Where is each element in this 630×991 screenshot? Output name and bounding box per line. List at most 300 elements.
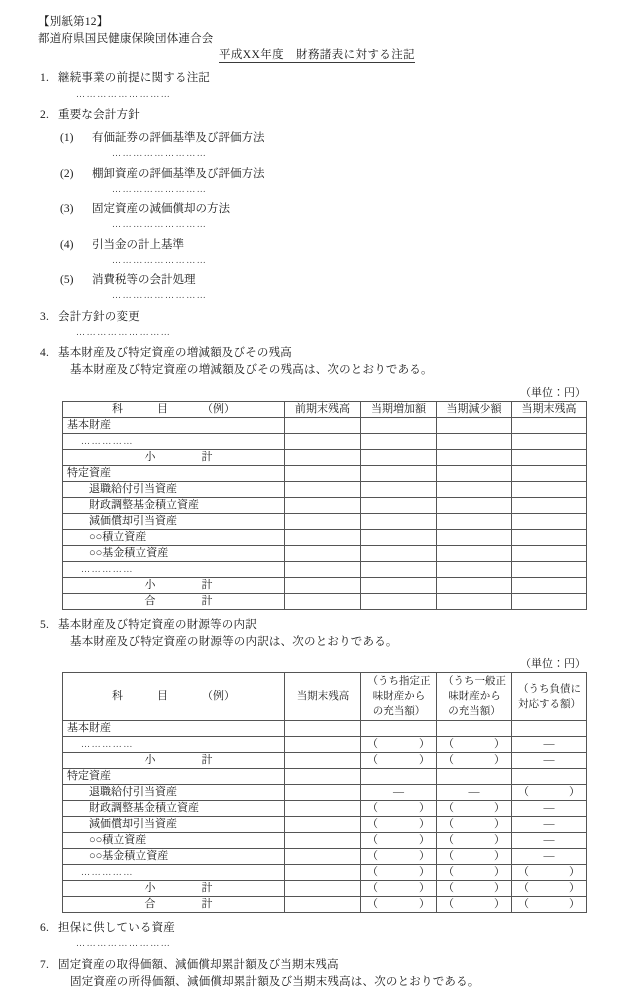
table-row [63, 433, 587, 449]
table2-col-liability [512, 673, 587, 721]
cell-value [285, 529, 361, 545]
cell-value [285, 721, 361, 737]
table1-col-current-end: 当期末残高 [512, 401, 587, 417]
leader-dots-6: ……………………… [76, 938, 172, 949]
paren-close: ） [569, 866, 580, 879]
row-dots: …………… [81, 867, 134, 878]
cell-value [285, 449, 361, 465]
kamoku-example: （例） [202, 402, 235, 415]
paren-close: ） [494, 754, 505, 767]
paren-close: ） [569, 786, 580, 799]
row-dots: …………… [81, 563, 134, 574]
row-label: 減価償却引当資産 [63, 817, 285, 833]
subitem-3-label: 固定資産の減価償却の方法 [92, 203, 230, 216]
table-row [63, 497, 587, 513]
dash-glyph: ― [543, 738, 555, 751]
cell-value [512, 481, 587, 497]
cell-paren-marker [437, 753, 512, 769]
cell-value [285, 481, 361, 497]
unit-note-table2: （単位：円） [520, 658, 586, 671]
document-title [219, 46, 415, 63]
cell-value [285, 801, 361, 817]
cell-value [512, 577, 587, 593]
cell-value [285, 785, 361, 801]
section-7 [0, 957, 630, 991]
paren-open: （ [518, 866, 529, 879]
kamoku-char2: 目 [157, 402, 168, 415]
section-1-number: 1. [40, 72, 50, 85]
subitem-1-label: 有価証券の評価基準及び評価方法 [92, 132, 265, 145]
cell-value [285, 561, 361, 577]
asset-source-table [62, 672, 587, 913]
paren-close: ） [494, 834, 505, 847]
cell-value [285, 465, 361, 481]
cell-value [512, 769, 587, 785]
cell-value [437, 561, 512, 577]
cell-value [361, 481, 437, 497]
section-6-label: 担保に供している資産 [58, 922, 175, 935]
cell-paren-marker [361, 801, 437, 817]
cell-dash-marker [512, 801, 587, 817]
cell-value [437, 769, 512, 785]
row-label: 特定資産 [63, 769, 285, 785]
paren-open: （ [443, 818, 454, 831]
table-row [63, 785, 587, 801]
cell-paren-marker [361, 865, 437, 881]
appendix-label: 【別紙第12】 [38, 16, 109, 28]
dash-glyph: ― [393, 786, 404, 799]
cell-value [361, 465, 437, 481]
section-2-subitem-1 [40, 130, 630, 160]
section-2-subitem-2 [40, 166, 630, 196]
table-row-subtotal [63, 753, 587, 769]
cell-dash-marker [512, 833, 587, 849]
col-general-line3: の充当額） [448, 706, 501, 718]
cell-value [285, 769, 361, 785]
row-label: 退職給付引当資産 [63, 481, 285, 497]
paren-open: （ [367, 754, 378, 767]
section-4-heading [40, 345, 630, 362]
cell-value [512, 545, 587, 561]
paren-open: （ [443, 850, 454, 863]
table-row [63, 721, 587, 737]
cell-value [437, 593, 512, 609]
cell-value [512, 529, 587, 545]
title-year: 平成XX年度 [218, 49, 284, 62]
subitem-2-number: (2) [60, 167, 74, 180]
cell-value [512, 433, 587, 449]
subitem-1-number: (1) [60, 132, 74, 145]
cell-value [512, 513, 587, 529]
row-label: 退職給付引当資産 [63, 785, 285, 801]
cell-value [285, 545, 361, 561]
row-label [63, 449, 285, 465]
cell-dash-marker [512, 753, 587, 769]
table-row [63, 865, 587, 881]
cell-value [285, 817, 361, 833]
cell-paren-marker [361, 737, 437, 753]
cell-value [361, 449, 437, 465]
paren-open: （ [443, 738, 454, 751]
subtotal-char1: 小 [144, 754, 156, 767]
kamoku-char1: 科 [112, 690, 123, 703]
cell-paren-marker [361, 849, 437, 865]
row-label: 減価償却引当資産 [63, 513, 285, 529]
cell-value [285, 417, 361, 433]
row-label: 財政調整基金積立資産 [63, 497, 285, 513]
paren-open: （ [518, 898, 529, 911]
cell-value [512, 449, 587, 465]
section-2-label: 重要な会計方針 [58, 108, 140, 121]
dash-glyph: ― [543, 850, 555, 863]
table2-col-general [437, 673, 512, 721]
paren-close: ） [419, 834, 430, 847]
paren-close: ） [419, 754, 430, 767]
leader-dots-2-3: ……………………… [112, 219, 208, 230]
section-7-number: 7. [40, 958, 50, 971]
total-char2: 計 [201, 594, 213, 607]
row-label [63, 865, 285, 881]
title-line [38, 46, 630, 63]
unit-note-table1: （単位：円） [520, 386, 586, 399]
row-label [63, 561, 285, 577]
dash-glyph: ― [543, 754, 555, 767]
cell-paren-marker [437, 833, 512, 849]
paren-close: ） [494, 898, 505, 911]
cell-value [512, 593, 587, 609]
table2-body [63, 721, 587, 913]
table-row [63, 801, 587, 817]
cell-paren-marker [361, 817, 437, 833]
paren-open: （ [443, 882, 454, 895]
table-row [63, 737, 587, 753]
row-label: ○○基金積立資産 [63, 545, 285, 561]
cell-paren-marker [512, 881, 587, 897]
col-designated-line1: （うち指定正 [367, 676, 431, 688]
table1-col-decrease: 当期減少額 [437, 401, 512, 417]
cell-value [285, 897, 361, 913]
paren-close: ） [494, 882, 505, 895]
subitem-5-number: (5) [60, 274, 74, 287]
organization-name: 都道府県国民健康保険団体連合会 [38, 32, 214, 45]
cell-value [361, 433, 437, 449]
section-6-number: 6. [40, 922, 50, 935]
section-2-subitem-4 [40, 237, 630, 267]
section-7-subline: 固定資産の所得価額、減価償却累計額及び当期末残高は、次のとおりである。 [70, 975, 480, 988]
section-1-label: 継続事業の前提に関する注記 [58, 72, 211, 85]
paren-close: ） [494, 738, 505, 751]
table-row [63, 529, 587, 545]
row-label [63, 433, 285, 449]
table-row [63, 417, 587, 433]
section-7-heading [40, 957, 630, 974]
section-2-heading [40, 107, 630, 124]
cell-value [437, 577, 512, 593]
table2-col-kamoku [63, 673, 285, 721]
cell-paren-marker [361, 833, 437, 849]
section-4-label: 基本財産及び特定資産の増減額及びその残高 [58, 347, 292, 360]
paren-close: ） [419, 738, 430, 751]
paren-open: （ [367, 802, 378, 815]
section-1 [0, 70, 630, 100]
table-row-total [63, 897, 587, 913]
subtotal-char2: 計 [201, 578, 213, 591]
cell-value [437, 545, 512, 561]
row-dots: …………… [81, 739, 134, 750]
subtotal-char2: 計 [201, 882, 213, 895]
subitem-4-label: 引当金の計上基準 [92, 238, 184, 251]
table2-header-row [63, 673, 587, 721]
subtotal-char1: 小 [144, 578, 156, 591]
dash-glyph: ― [543, 834, 555, 847]
cell-dash-marker [512, 849, 587, 865]
table1-col-increase: 当期増加額 [361, 401, 437, 417]
table-row-subtotal [63, 881, 587, 897]
paren-open: （ [518, 882, 529, 895]
cell-value [512, 417, 587, 433]
table-row [63, 481, 587, 497]
title-main: 財務諸表に対する注記 [296, 49, 415, 62]
paren-open: （ [367, 882, 378, 895]
col-general-line1: （うち一般正 [443, 676, 506, 688]
cell-value [437, 497, 512, 513]
section-4-subline: 基本財産及び特定資産の増減額及びその残高は、次のとおりである。 [70, 364, 433, 377]
leader-dots-2-2: ……………………… [112, 183, 208, 194]
subtotal-char2: 計 [201, 754, 213, 767]
cell-dash-marker [437, 785, 512, 801]
cell-value [361, 721, 437, 737]
row-label [63, 577, 285, 593]
cell-paren-marker [512, 785, 587, 801]
subitem-5-label: 消費税等の会計処理 [92, 274, 196, 287]
cell-paren-marker [437, 849, 512, 865]
paren-open: （ [367, 898, 378, 911]
cell-paren-marker [361, 753, 437, 769]
cell-value [361, 417, 437, 433]
row-dots: …………… [81, 435, 134, 446]
table2-col-current-end [285, 673, 361, 721]
cell-paren-marker [437, 801, 512, 817]
cell-paren-marker [361, 897, 437, 913]
section-3 [0, 309, 630, 339]
cell-paren-marker [437, 897, 512, 913]
cell-value [512, 497, 587, 513]
col-liability-line2: 対応する額） [518, 698, 581, 710]
paren-close: ） [494, 850, 505, 863]
table-row [63, 465, 587, 481]
section-3-number: 3. [40, 310, 50, 323]
subtotal-char1: 小 [144, 450, 156, 463]
paren-open: （ [367, 738, 378, 751]
cell-value [437, 481, 512, 497]
col-general-line2: 味財産から [448, 691, 501, 703]
section-5-number: 5. [40, 618, 50, 631]
cell-value [361, 545, 437, 561]
cell-paren-marker [437, 817, 512, 833]
section-5 [0, 617, 630, 652]
paren-open: （ [443, 834, 454, 847]
paren-close: ） [494, 818, 505, 831]
col-designated-line3: の充当額） [372, 706, 426, 718]
cell-paren-marker [512, 897, 587, 913]
leader-dots-3: ……………………… [76, 326, 172, 337]
paren-open: （ [443, 802, 454, 815]
cell-dash-marker [512, 817, 587, 833]
cell-value [437, 513, 512, 529]
total-char1: 合 [144, 594, 156, 607]
row-label: ○○積立資産 [63, 529, 285, 545]
cell-value [512, 465, 587, 481]
table1-col-prev-end: 前期末残高 [285, 401, 361, 417]
col-current-end-label: 当期末残高 [296, 691, 350, 703]
table-row [63, 833, 587, 849]
paren-close: ） [419, 898, 430, 911]
cell-value [361, 577, 437, 593]
cell-paren-marker [361, 881, 437, 897]
cell-paren-marker [512, 865, 587, 881]
section-7-label: 固定資産の取得価額、減価償却累計額及び当期末残高 [58, 958, 339, 971]
cell-paren-marker [437, 881, 512, 897]
kamoku-char1: 科 [112, 402, 123, 415]
cell-value [285, 577, 361, 593]
section-2 [0, 107, 630, 302]
paren-close: ） [419, 882, 430, 895]
subtotal-char1: 小 [144, 882, 156, 895]
row-label: 財政調整基金積立資産 [63, 801, 285, 817]
table1-col-kamoku [63, 401, 285, 417]
total-char1: 合 [144, 898, 156, 911]
section-2-subitem-3 [40, 201, 630, 231]
paren-open: （ [367, 866, 378, 879]
section-4-number: 4. [40, 347, 50, 360]
cell-value [285, 737, 361, 753]
total-char2: 計 [201, 898, 213, 911]
dash-glyph: ― [543, 818, 555, 831]
row-label [63, 753, 285, 769]
subitem-4-number: (4) [60, 238, 74, 251]
section-2-number: 2. [40, 108, 50, 121]
row-label: ○○積立資産 [63, 833, 285, 849]
row-label: ○○基金積立資産 [63, 849, 285, 865]
table1-wrapper [0, 401, 630, 610]
section-3-heading [40, 309, 630, 326]
table-row [63, 513, 587, 529]
section-5-heading [40, 617, 630, 634]
cell-value [285, 433, 361, 449]
cell-value [361, 497, 437, 513]
cell-value [285, 513, 361, 529]
cell-value [437, 721, 512, 737]
col-liability-line1: （うち負債に [518, 683, 581, 695]
dash-glyph: ― [468, 786, 480, 799]
leader-dots-2-5: ……………………… [112, 290, 208, 301]
dash-glyph: ― [543, 802, 555, 815]
table-row [63, 561, 587, 577]
row-label: 特定資産 [63, 465, 285, 481]
table-row-subtotal [63, 449, 587, 465]
table2-wrapper [0, 672, 630, 913]
row-label: 基本財産 [63, 721, 285, 737]
paren-open: （ [443, 754, 454, 767]
kamoku-char2: 目 [157, 690, 168, 703]
cell-value [437, 529, 512, 545]
paren-close: ） [569, 882, 580, 895]
section-6 [0, 920, 630, 950]
cell-value [285, 881, 361, 897]
cell-value [512, 561, 587, 577]
row-label: 基本財産 [63, 417, 285, 433]
table-row [63, 545, 587, 561]
cell-value [361, 561, 437, 577]
subitem-3-number: (3) [60, 203, 74, 216]
cell-value [512, 721, 587, 737]
cell-paren-marker [437, 865, 512, 881]
paren-close: ） [419, 850, 430, 863]
cell-value [285, 833, 361, 849]
cell-value [285, 593, 361, 609]
cell-value [285, 753, 361, 769]
cell-value [285, 849, 361, 865]
section-5-subline: 基本財産及び特定資産の財源等の内訳は、次のとおりである。 [70, 635, 398, 648]
section-2-subitem-5 [40, 272, 630, 302]
table-row [63, 849, 587, 865]
asset-change-table [62, 401, 587, 610]
paren-open: （ [443, 898, 454, 911]
cell-dash-marker [512, 737, 587, 753]
section-5-label: 基本財産及び特定資産の財源等の内訳 [58, 618, 257, 631]
paren-close: ） [419, 818, 430, 831]
paren-close: ） [419, 802, 430, 815]
paren-open: （ [518, 786, 529, 799]
kamoku-example: （例） [202, 690, 235, 703]
cell-value [285, 865, 361, 881]
paren-open: （ [367, 818, 378, 831]
paren-close: ） [419, 866, 430, 879]
section-1-heading [40, 70, 630, 87]
paren-open: （ [443, 866, 454, 879]
table1-header-row [63, 401, 587, 417]
row-label [63, 593, 285, 609]
table-row [63, 817, 587, 833]
paren-close: ） [569, 898, 580, 911]
cell-value [437, 449, 512, 465]
leader-dots-2-1: ……………………… [112, 148, 208, 159]
leader-dots-1: ……………………… [76, 88, 172, 99]
table-row-total [63, 593, 587, 609]
row-label [63, 737, 285, 753]
subtotal-char2: 計 [201, 450, 213, 463]
document-header [0, 0, 630, 63]
subitem-2-label: 棚卸資産の評価基準及び評価方法 [92, 167, 265, 180]
cell-paren-marker [437, 737, 512, 753]
cell-value [437, 465, 512, 481]
paren-close: ） [494, 866, 505, 879]
paren-open: （ [367, 834, 378, 847]
cell-value [437, 433, 512, 449]
row-label [63, 881, 285, 897]
table-row-subtotal [63, 577, 587, 593]
paren-close: ） [494, 802, 505, 815]
row-label [63, 897, 285, 913]
cell-value [285, 497, 361, 513]
col-designated-line2: 味財産から [372, 691, 426, 703]
section-6-heading [40, 920, 630, 937]
cell-value [361, 529, 437, 545]
cell-value [361, 513, 437, 529]
leader-dots-2-4: ……………………… [112, 254, 208, 265]
cell-value [361, 769, 437, 785]
cell-dash-marker [361, 785, 437, 801]
